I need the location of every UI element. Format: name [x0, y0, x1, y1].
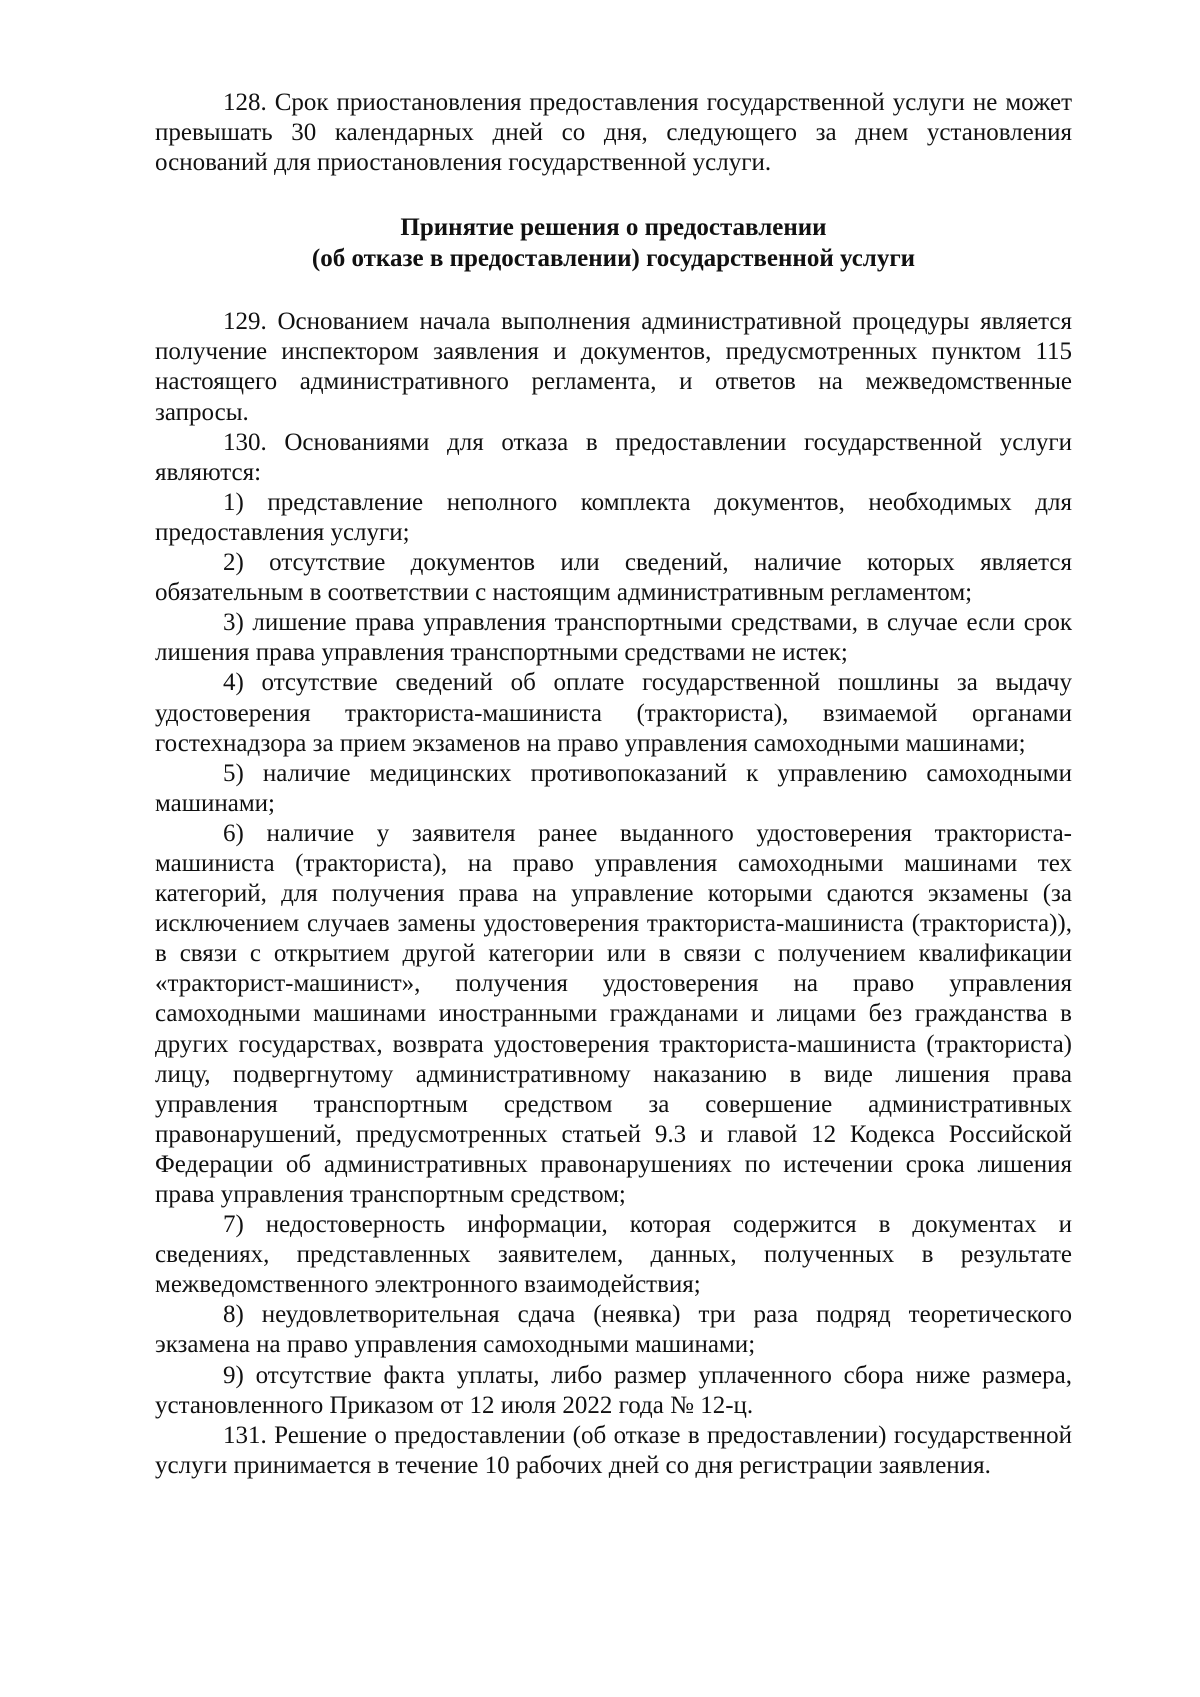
- paragraph-130: 130. Основаниями для отказа в предоставлении государственной услуги являются:: [155, 428, 1072, 486]
- list-item-2: 2) отсутствие документов или сведений, наличие которых является обязательным в соответствии с настоящим административным регламентом;: [155, 549, 1072, 607]
- document-page: [155, 88, 1072, 1481]
- list-item-8: 8) неудовлетворительная сдача (неявка) три раза подряд теоретического экзамена на право управления самоходными машинами;: [155, 1301, 1072, 1359]
- list-item-3: 3) лишение права управления транспортными средствами, в случае если срок лишения права управления транспортными средствами не истек;: [155, 609, 1072, 667]
- list-item-1: 1) представление неполного комплекта документов, необходимых для предоставления услуги;: [155, 488, 1072, 546]
- paragraph-131: 131. Решение о предоставлении (об отказе в предоставлении) государственной услуги принимается в течение 10 рабочих дней со дня регистрации заявления.: [155, 1421, 1072, 1479]
- section-heading-line-2: (об отказе в предоставлении) государственной услуги: [311, 245, 916, 273]
- list-item-7: 7) недостоверность информации, которая содержится в документах и сведениях, представленных заявителем, данных, полученных в результате межведомственного электронного взаимодействия;: [155, 1211, 1072, 1299]
- list-item-5: 5) наличие медицинских противопоказаний к управлению самоходными машинами;: [155, 759, 1072, 817]
- list-item-9: 9) отсутствие факта уплаты, либо размер уплаченного сбора ниже размера, установленного Приказом от 12 июля 2022 года № 12-ц.: [155, 1361, 1072, 1419]
- section-heading: [155, 212, 1072, 274]
- list-item-4: 4) отсутствие сведений об оплате государственной пошлины за выдачу удостоверения тракториста-машиниста (тракториста), взимаемой органами гостехнадзора за прием экзаменов на право управления самоходными машинами;: [155, 669, 1072, 757]
- paragraph-129: 129. Основанием начала выполнения административной процедуры является получение инспектором заявления и документов, предусмотренных пунктом 115 настоящего административного регламента, и ответов на межведомственные запросы.: [155, 308, 1072, 426]
- list-item-6: 6) наличие у заявителя ранее выданного удостоверения тракториста-машиниста (тракториста), на право управления самоходными машинами тех категорий, для получения права на управление которыми сдаются экзамены (за исключением случаев замены удостоверения тракториста-машиниста (тракториста)), в связи с открытием другой категории или в связи с получением квалификации «тракторист-машинист», получения удостоверения на право управления самоходными машинами иностранными гражданами и лицами без гражданства в других государствах, возврата удостоверения тракториста-машиниста (тракториста) лицу, подвергнутому административному наказанию в виде лишения права управления транспортным средством за совершение административных правонарушений, предусмотренных статьей 9.3 и главой 12 Кодекса Российской Федерации об административных правонарушениях по истечении срока лишения права управления транспортным средством;: [155, 819, 1072, 1208]
- section-heading-line-1: Принятие решения о предоставлении: [400, 214, 827, 242]
- paragraph-128: 128. Срок приостановления предоставления государственной услуги не может превышать 30 календарных дней со дня, следующего за днем установления оснований для приостановления государственной услуги.: [155, 89, 1072, 177]
